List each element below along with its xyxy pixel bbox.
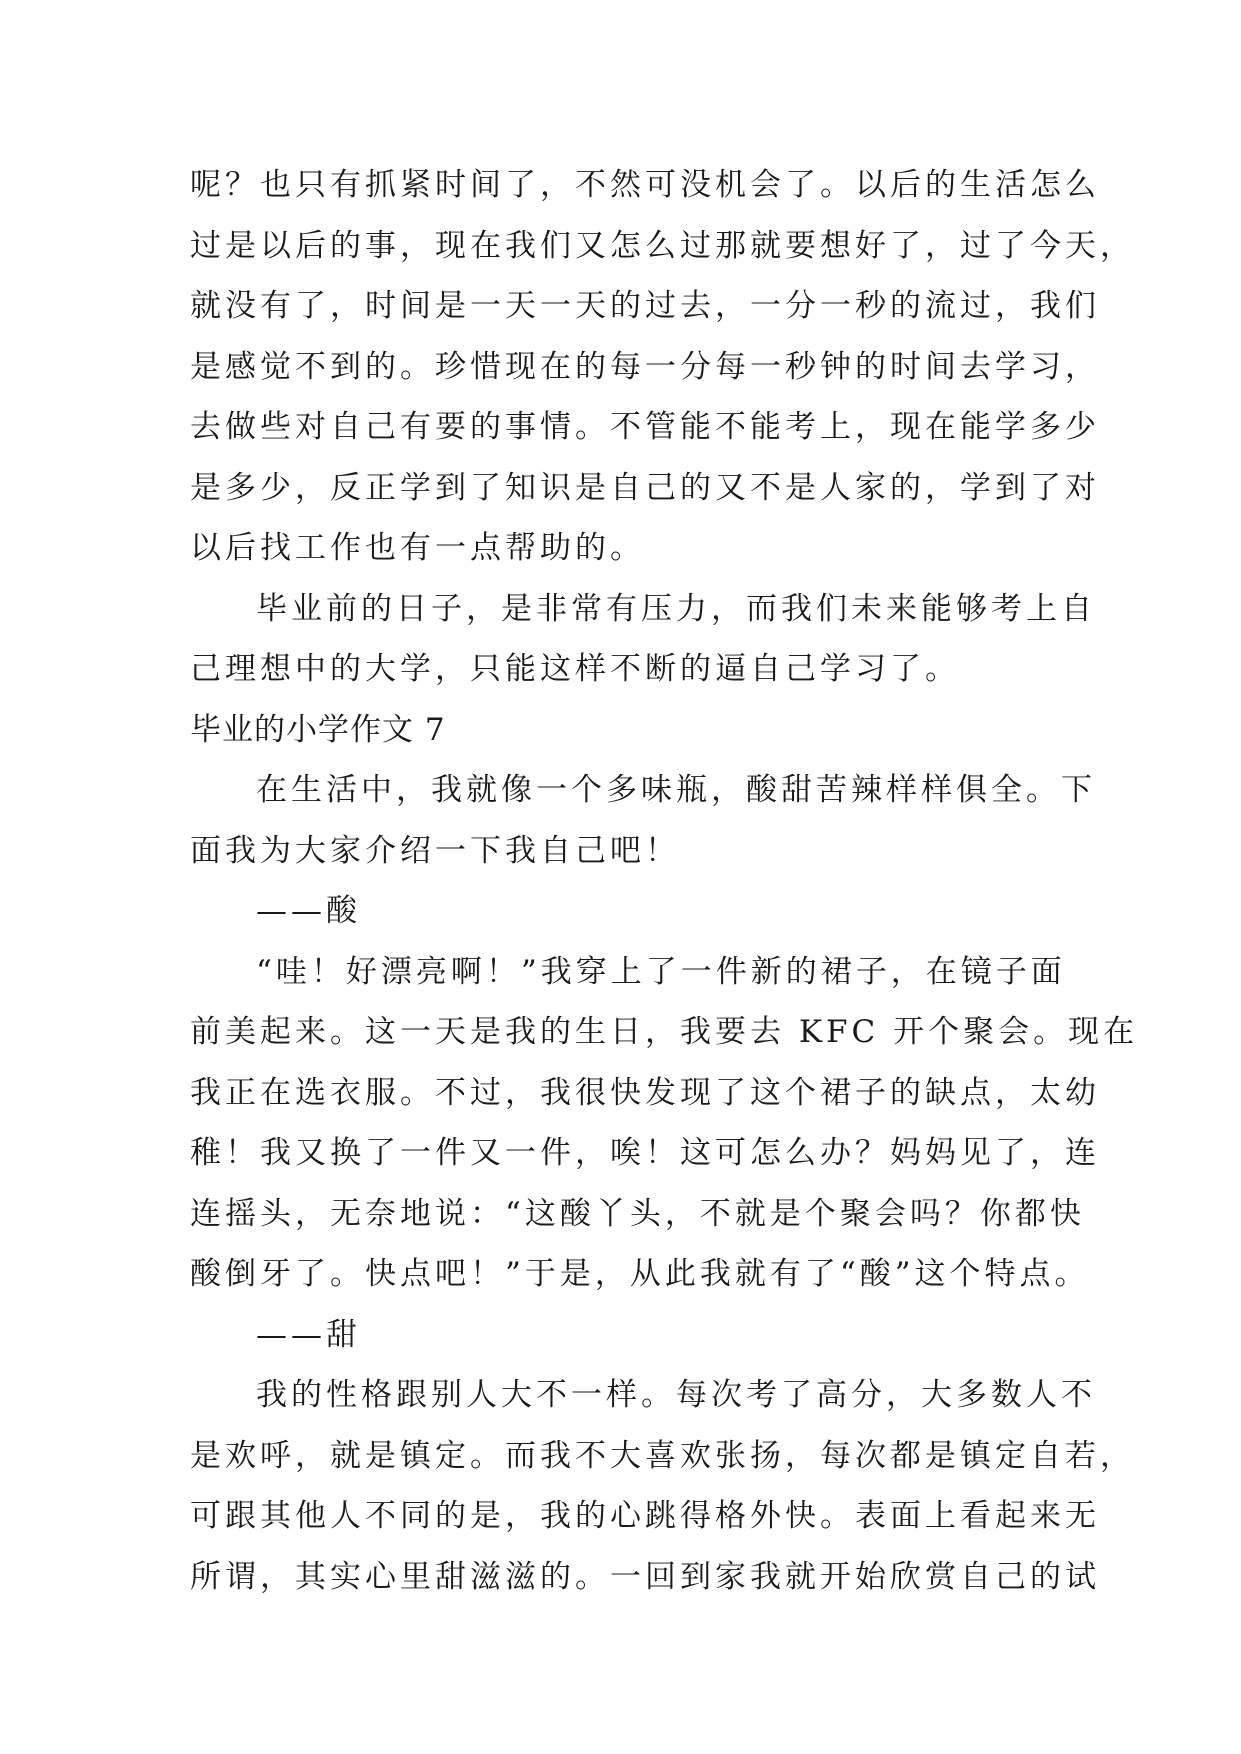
text-line: 可跟其他人不同的是，我的心跳得格外快。表面上看起来无 (190, 1498, 1100, 1534)
text-line: 以后找工作也有一点帮助的。 (190, 530, 645, 566)
text-line: 前美起来。这一天是我的生日，我要去 KFC 开个聚会。现在 (190, 1014, 1139, 1050)
paragraph-start-line: 我的性格跟别人大不一样。每次考了高分，大多数人不 (256, 1377, 1096, 1413)
text-line: 去做些对自己有要的事情。不管能不能考上，现在能学多少 (190, 409, 1100, 445)
text-line: 所谓，其实心里甜滋滋的。一回到家我就开始欣赏自己的试 (190, 1558, 1100, 1595)
section-heading: 毕业的小学作文 7 (190, 711, 446, 748)
paragraph-start-line: “哇！好漂亮啊！”我穿上了一件新的裙子，在镜子面 (256, 953, 1066, 990)
text-line: 连摇头，无奈地说：“这酸丫头，不就是个聚会吗？你都快 (190, 1195, 1085, 1232)
subsection-label-sour: ——酸 (256, 893, 361, 929)
paragraph-start-line: 毕业前的日子，是非常有压力，而我们未来能够考上自 (256, 590, 1096, 627)
paragraph-start-line: 在生活中，我就像一个多味瓶，酸甜苦辣样样俱全。下 (256, 772, 1096, 808)
text-line: 是感觉不到的。珍惜现在的每一分每一秒钟的时间去学习， (190, 348, 1100, 385)
text-line: 稚！我又换了一件又一件，唉！这可怎么办？妈妈见了，连 (190, 1135, 1100, 1171)
document-body (190, 155, 1139, 1607)
text-line: 己理想中的大学，只能这样不断的逼自己学习了。 (190, 651, 960, 687)
text-line: 酸倒牙了。快点吧！”于是，从此我就有了“酸”这个特点。 (190, 1256, 1090, 1292)
text-line: 面我为大家介绍一下我自己吧！ (190, 832, 680, 869)
text-line: 就没有了，时间是一天一天的过去，一分一秒的流过，我们 (190, 288, 1100, 324)
text-line: 过是以后的事，现在我们又怎么过那就要想好了，过了今天， (190, 227, 1135, 264)
text-line: 我正在选衣服。不过，我很快发现了这个裙子的缺点，太幼 (190, 1074, 1100, 1111)
subsection-label-sweet: ——甜 (256, 1316, 361, 1353)
text-line: 是欢呼，就是镇定。而我不大喜欢张扬，每次都是镇定自若， (190, 1437, 1135, 1474)
text-line: 是多少，反正学到了知识是自己的又不是人家的，学到了对 (190, 469, 1100, 506)
text-line: 呢？也只有抓紧时间了，不然可没机会了。以后的生活怎么 (190, 167, 1100, 203)
